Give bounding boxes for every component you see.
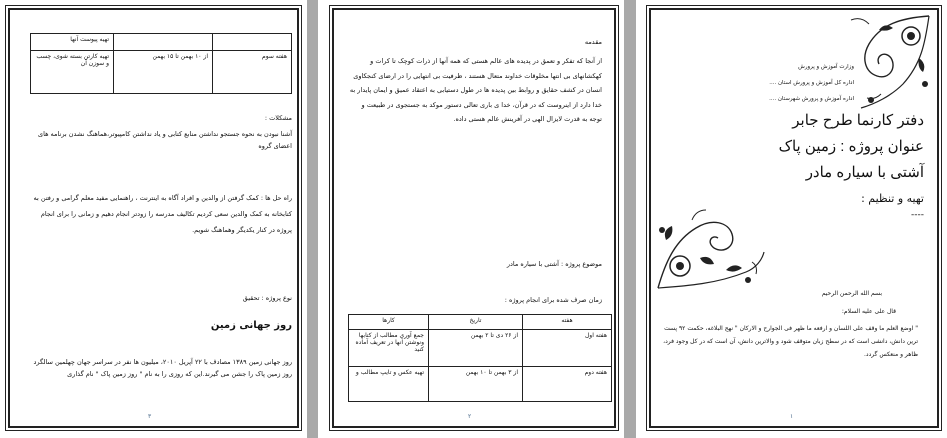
table-cell: هفته سوم <box>213 51 292 94</box>
schedule-table <box>348 314 612 402</box>
intro-heading: مقدمه <box>584 38 602 46</box>
table-cell <box>213 34 292 51</box>
document-page-right <box>636 0 947 438</box>
table-cell: از ۳ بهمن تا ۱۰ بهمن <box>429 367 523 402</box>
project-subtitle: آشتی با سیاره مادر <box>805 164 924 181</box>
table-header-date: تاریخ <box>429 315 523 330</box>
problems-heading: مشکلات : <box>264 114 292 122</box>
hadith-intro: قال علی علیه السلام: <box>841 308 896 315</box>
table-header-tasks: کارها <box>349 315 429 330</box>
table-cell: هفته اول <box>523 330 612 367</box>
table-row <box>31 51 292 94</box>
earth-day-heading: روز جهانی زمین <box>210 320 292 331</box>
ministry-line: وزارت آموزش و پرورش <box>798 64 854 70</box>
table-row <box>31 34 292 51</box>
table-header-week: هفته <box>523 315 612 330</box>
page-number: ۱ <box>790 413 794 420</box>
earth-day-text: روز جهانی زمین ۱۳۸۹ مصادف با ۲۲ آپریل ۲۰۱۰، میلیون ها نفر در سراسر جهان چهلمین سالگرد روز زمین پاک را جشن می گیرند.این که روزی را به نام " روز زمین پاک " نام گذاری <box>33 358 292 378</box>
page-number: ۳ <box>148 413 152 420</box>
ministry-line: اداره کل آموزش و پرورش استان .... <box>769 80 854 86</box>
page-number: ۲ <box>468 413 472 420</box>
table-cell: از ۱۰ بهمن تا ۱۵ بهمن <box>114 51 213 94</box>
project-topic: موضوع پروژه : آشتی با سیاره مادر <box>506 260 602 268</box>
schedule-table-continued <box>30 33 292 94</box>
table-cell: تهیه عکس و تایپ مطالب و <box>349 367 429 402</box>
intro-text: از آنجا که تفکر و تعمق در پدیده های عالم هستی که همه آنها از ذرات کوچک تا کرات و کهکشانهای بی انتها مخلوقات خداوند متعال هستند ، ظرفیت بی انتهایی را در ارضای کنجکاوی انسان در کشف حقایق و روابط بین پدیده ها در طول دستیابی به اعتقاد عمیق و ایمان پایدار به خدا دارد از اینروست که در قرآن، خدا ی باری تعالی دستور موکد به جستجوی در طبیعت و توجه به قدرت لایزال الهی در آفرینش عالم هستی داده. <box>349 57 602 123</box>
solutions-text: راه حل ها : کمک گرفتن از والدین و افراد آگاه به اینترنت ، راهنمایی مفید معلم گرامی و رفتن به کتابخانه به کمک والدین سعی کردیم تکالیف مدرسه را زودتر انجام دهیم و زمانی را برای انجام پروژه در کنار یکدیگر وهماهنگ شویم. <box>33 194 292 234</box>
project-type: نوع پروژه : تحقیق <box>242 294 292 302</box>
project-title: عنوان پروژه : زمین پاک <box>778 138 924 155</box>
cover-title: دفتر کارنما طرح جابر <box>792 112 924 129</box>
table-cell <box>114 34 213 51</box>
prepared-by-label: تهیه و تنظیم : <box>861 192 924 205</box>
table-row <box>349 330 612 367</box>
table-cell: از ۲۶ دی تا ۲ بهمن <box>429 330 523 367</box>
document-page-middle <box>318 0 624 438</box>
table-cell: هفته دوم <box>523 367 612 402</box>
hadith-text: " اوضع العلم ما وقف علی اللسان و ارفعه ما ظهر فی الجوارح و الارکان " نهج البلاغه، حکمت ۹۲ پست ترین دانش، دانشی است که در سطح زبان متوقف شود و والاترین دانش، آن است که در کل وجود فرد، ظاهر و منعکس گردد. <box>663 325 918 358</box>
floral-ornament-icon <box>841 14 931 114</box>
problems-text: آشنا نبودن به نحوه جستجو نداشتن منابع کتابی و یاد نداشتن کامپیوتر،هماهنگ نشدن برنامه های اعضای گروه <box>38 130 292 150</box>
table-cell: تهیه کارتن بسته شوی، چسب و سوزن آن <box>31 51 114 94</box>
prepared-by-value: ---- <box>911 210 924 220</box>
ministry-line: اداره آموزش و پرورش شهرستان .... <box>769 96 854 102</box>
table-header-row <box>349 315 612 330</box>
bismillah: بسم الله الرحمن الرحیم <box>821 290 882 297</box>
table-row <box>349 367 612 402</box>
document-page-left <box>0 0 307 438</box>
table-cell: تهیه پیوست آنها <box>31 34 114 51</box>
table-cell: جمع آوری مطالب از کتابها ونوشتن آنها در تعریف آماده کنید <box>349 330 429 367</box>
time-spent-heading: زمان صرف شده برای انجام پروژه : <box>504 296 602 304</box>
